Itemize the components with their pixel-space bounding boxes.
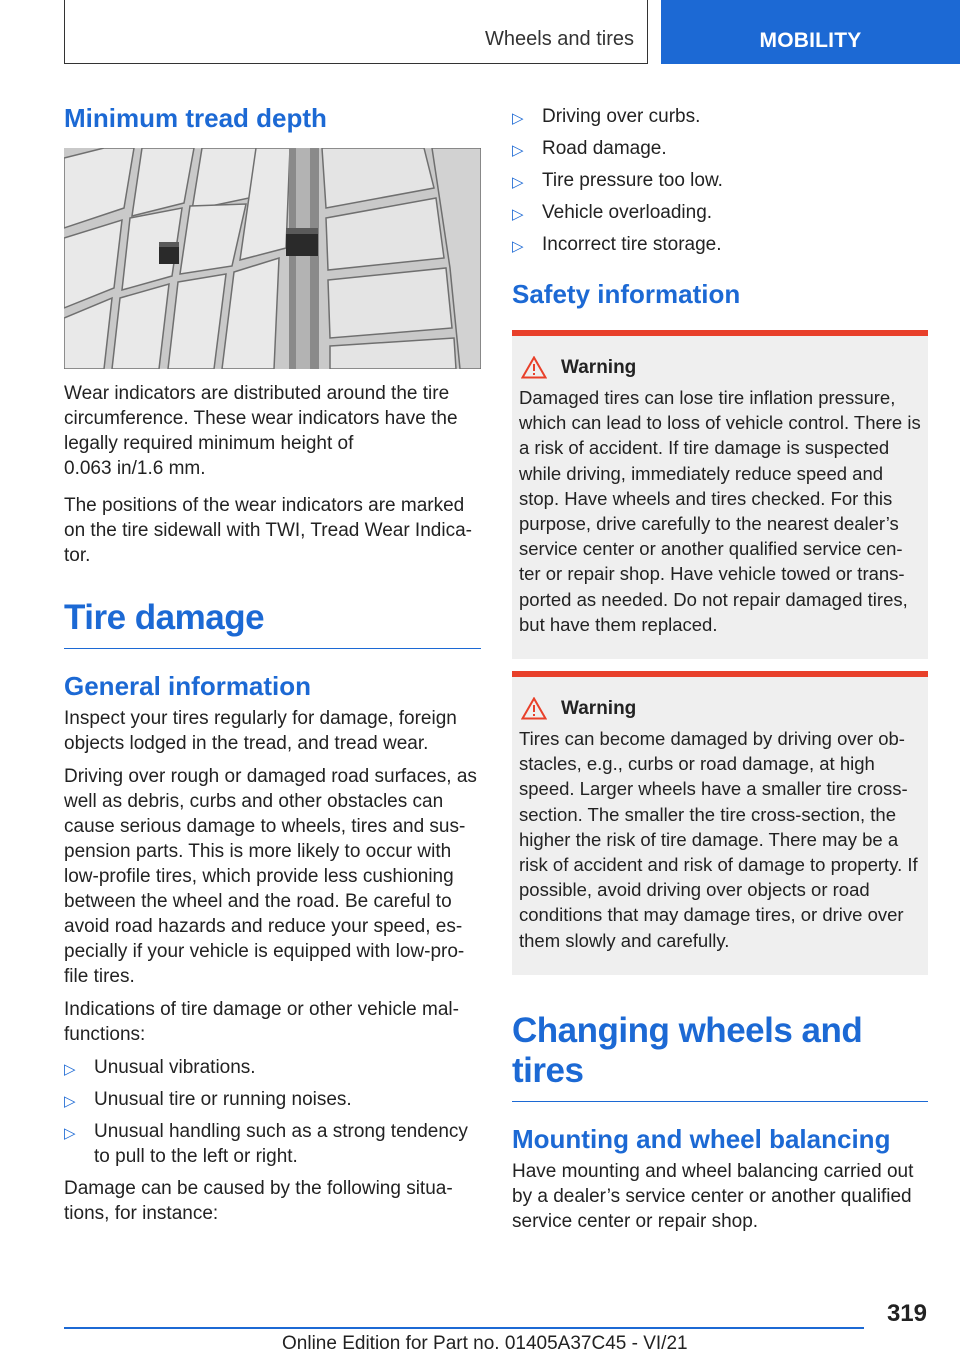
triangle-right-icon: ▷ bbox=[512, 110, 524, 127]
tread-paragraph-2: The positions of the wear indicators are marked on the tire sidewall with TWI, Tread Wear Indica-tor. bbox=[64, 495, 472, 566]
footer-divider bbox=[64, 1327, 864, 1329]
general-information-heading: General information bbox=[64, 671, 312, 701]
warning-header bbox=[521, 356, 921, 379]
general-paragraph-2: Driving over rough or damaged road surfaces, as well as debris, curbs and other obstacles can cause serious damage to wheels, tires and sus-pension parts. This is more likely to occur with low-profile tires, which provide less cushioning between the wheel and the road. Be careful to avoid road hazards and reduce your speed, es-pecially if your vehicle is equipped with low-pro-file tires. bbox=[64, 766, 477, 987]
tread-paragraph-1 bbox=[64, 381, 481, 481]
page-number: 319 bbox=[886, 1300, 927, 1327]
footer-edition: Online Edition for Part no. 01405A37C45 - VI/21 bbox=[282, 1333, 688, 1354]
situations-list bbox=[512, 104, 928, 257]
list-item: ▷ Tire pressure too low. bbox=[512, 168, 928, 193]
general-paragraph-3: Indications of tire damage or other vehicle mal-functions: bbox=[64, 999, 459, 1045]
list-item: ▷ Unusual tire or running noises. bbox=[64, 1087, 481, 1112]
general-paragraph-1: Inspect your tires regularly for damage, foreign objects lodged in the tread, and tread wear. bbox=[64, 708, 457, 754]
tire-tread-wear-indicator-image bbox=[64, 148, 481, 369]
warning-triangle-icon bbox=[521, 697, 547, 720]
changing-wheels-heading: Changing wheels and tires bbox=[512, 1011, 928, 1102]
warning-box-1 bbox=[512, 330, 928, 659]
general-paragraph-4: Damage can be caused by the following situa-tions, for instance: bbox=[64, 1178, 453, 1224]
warning-1-text: Damaged tires can lose tire inflation pressure, which can lead to loss of vehicle control. There is a risk of accident. If tire damage is suspected while driving, immediately reduce speed and stop. Have wheels and tires checked. For this purpose, drive carefully to the nearest dealer’s service center or another qualified service cen-ter or repair shop. Have vehicle towed or trans-ported as needed. Do not repair damaged tires, but have them replaced. bbox=[519, 387, 921, 635]
list-item: ▷ Driving over curbs. bbox=[512, 104, 928, 129]
tread-depth-heading: Minimum tread depth bbox=[64, 103, 327, 133]
triangle-right-icon: ▷ bbox=[512, 174, 524, 191]
warning-box-2 bbox=[512, 671, 928, 975]
warning-triangle-icon bbox=[521, 356, 547, 379]
warning-label: Warning bbox=[561, 697, 637, 719]
triangle-right-icon: ▷ bbox=[64, 1125, 76, 1142]
header-section-title: Wheels and tires bbox=[485, 28, 634, 50]
warning-label: Warning bbox=[561, 356, 637, 378]
list-item: ▷ Unusual vibrations. bbox=[64, 1055, 481, 1080]
triangle-right-icon: ▷ bbox=[512, 206, 524, 223]
right-column bbox=[512, 100, 928, 1234]
list-item: ▷ Incorrect tire storage. bbox=[512, 232, 928, 257]
warning-header bbox=[521, 697, 921, 720]
header-chapter-tab: MOBILITY bbox=[661, 0, 960, 64]
list-item: ▷ Unusual handling such as a strong tendency to pull to the left or right. bbox=[64, 1121, 468, 1167]
triangle-right-icon: ▷ bbox=[64, 1093, 76, 1110]
tread-depth-value: 0.063 in/1.6 mm. bbox=[64, 458, 206, 479]
tire-damage-heading: Tire damage bbox=[64, 598, 481, 649]
triangle-right-icon: ▷ bbox=[512, 142, 524, 159]
triangle-right-icon: ▷ bbox=[64, 1061, 76, 1078]
mounting-paragraph: Have mounting and wheel balancing carried out by a dealer’s service center or another qualified service center or repair shop. bbox=[512, 1160, 914, 1232]
warning-2-text: Tires can become damaged by driving over ob-stacles, e.g., curbs or road damage, at high speed. Larger wheels have a smaller tire cross-section. The smaller the tire cross-section, the higher the risk of tire damage. There may be a risk of accident and risk of damage to property. If possible, avoid driving over objects or road conditions that may damage tires, or drive over them slowly and carefully. bbox=[519, 728, 918, 951]
safety-information-heading: Safety information bbox=[512, 279, 741, 309]
tread-p1-text: Wear indicators are distributed around the tire circumference. These wear indicators have the legally required minimum height of bbox=[64, 383, 458, 454]
triangle-right-icon: ▷ bbox=[512, 238, 524, 255]
left-column bbox=[64, 100, 481, 1226]
list-item: ▷ Road damage. bbox=[512, 136, 928, 161]
list-item: ▷ Vehicle overloading. bbox=[512, 200, 928, 225]
indications-list bbox=[64, 1055, 481, 1169]
mounting-balancing-heading: Mounting and wheel balancing bbox=[512, 1123, 891, 1154]
